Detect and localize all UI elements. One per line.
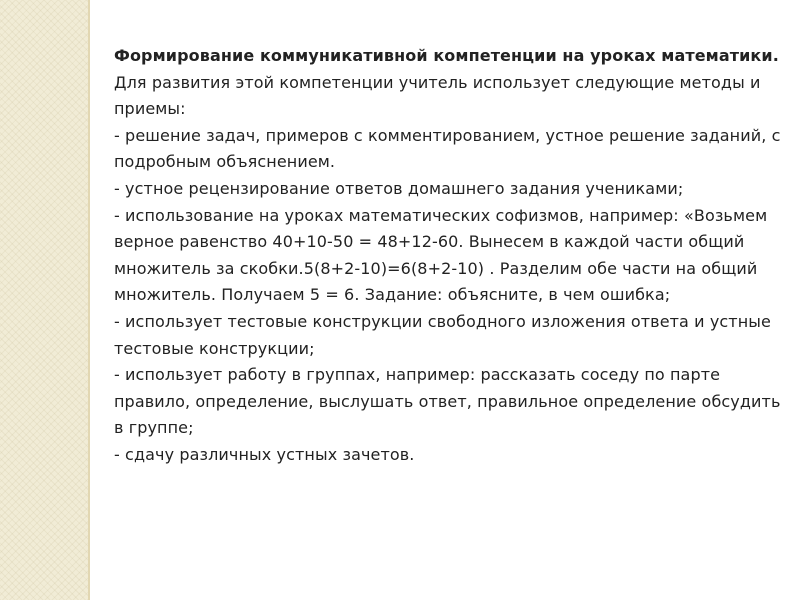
method-item-oral-review: - устное рецензирование ответов домашнего задания учениками; xyxy=(114,178,684,198)
side-divider-line xyxy=(88,0,90,600)
method-item-sophisms: - использование на уроках математических софизмов, например: «Возьмем верное равенство 40+10-50 = 48+12-60. Вынесем в каждой части общий множитель за скобки.5(8+2-10)=6(8+2-10) . Разделим обе части на общий множитель. Получаем 5 = 6. Задание: объясните, в чем ошибка; xyxy=(114,205,768,305)
method-item-oral-tests: - сдачу различных устных зачетов. xyxy=(114,444,415,464)
slide-content xyxy=(114,43,784,469)
slide-title: Формирование коммуникативной компетенции на уроках математики. xyxy=(114,46,779,65)
method-item-problem-solving: - решение задач, примеров с комментированием, устное решение заданий, с подробным объяснением. xyxy=(114,125,781,172)
method-item-group-work: - использует работу в группах, например: рассказать соседу по парте правило, определение, выслушать ответ, правильное определение обсудить в группе; xyxy=(114,365,781,438)
intro-paragraph: Для развития этой компетенции учитель использует следующие методы и приемы: xyxy=(114,72,761,119)
decorative-side-band xyxy=(0,0,88,600)
method-item-test-constructions: - использует тестовые конструкции свободного изложения ответа и устные тестовые конструкции; xyxy=(114,311,771,358)
